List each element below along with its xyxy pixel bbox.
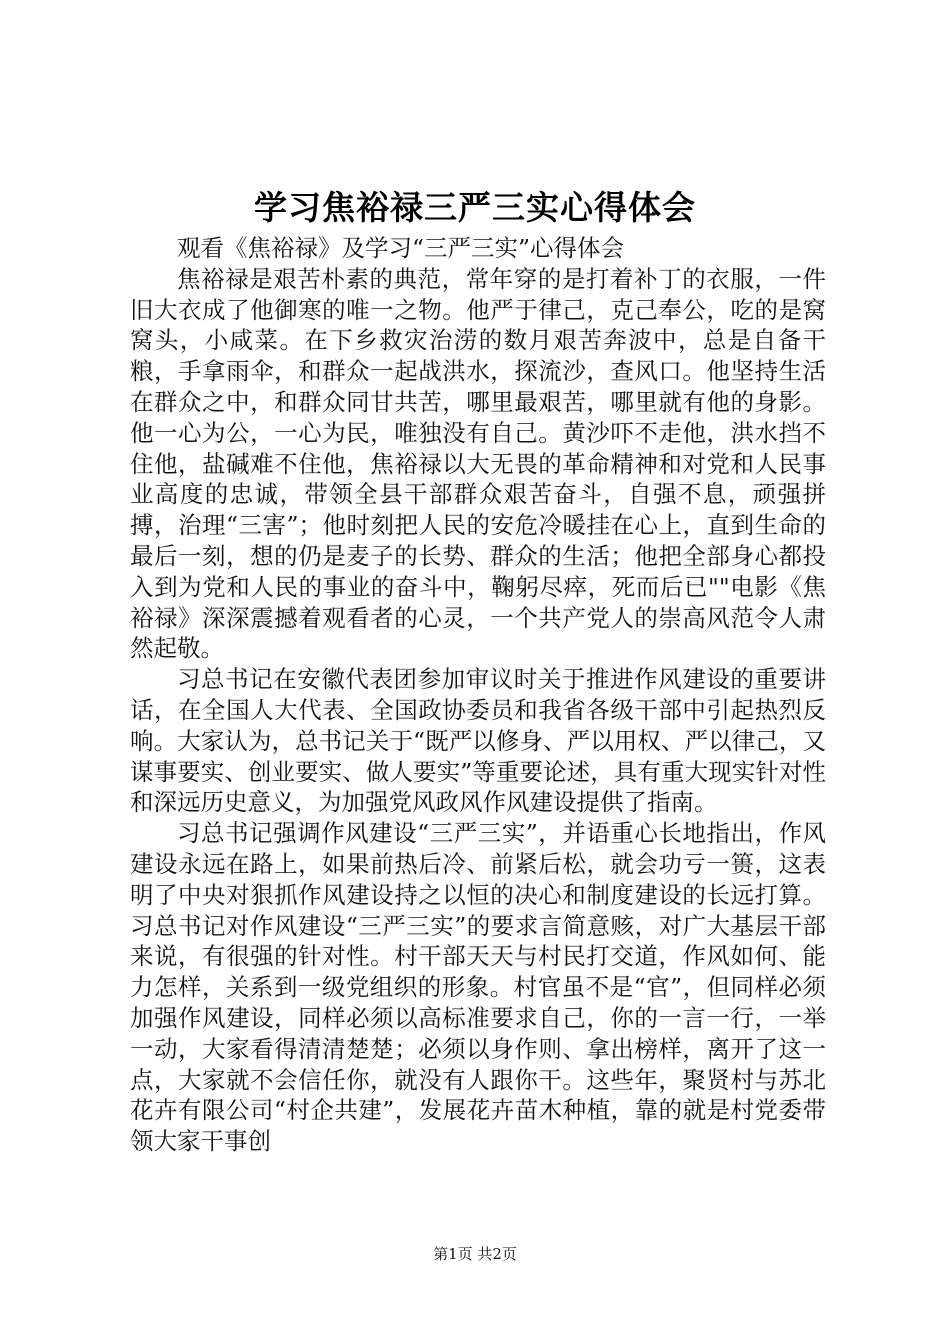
- paragraph: 习总书记强调作风建设“三严三实”，并语重心长地指出，作风建设永远在路上，如果前热后冷、前紧后松，就会功亏一篑，这表明了中央对狠抓作风建设持之以恒的决心和制度建设的长远打算。习总书记对作风建设“三严三实”的要求言简意赅，对广大基层干部来说，有很强的针对性。村干部天天与村民打交道，作风如何、能力怎样，关系到一级党组织的形象。村官虽不是“官”，但同样必须加强作风建设，同样必须以高标准要求自己，你的一言一行，一举一动，大家看得清清楚楚；必须以身作则、拿出榜样，离开了这一点，大家就不会信任你，就没有人跟你干。这些年，聚贤村与苏北花卉有限公司“村企共建”，发展花卉苗木种植，靠的就是村党委带领大家干事创: [130, 819, 826, 1156]
- document-body: [130, 233, 826, 1157]
- paragraph: 习总书记在安徽代表团参加审议时关于推进作风建设的重要讲话，在全国人大代表、全国政协委员和我省各级干部中引起热烈反响。大家认为，总书记关于“既严以修身、严以用权、严以律己，又谋事要实、创业要实、做人要实”等重要论述，具有重大现实针对性和深远历史意义，为加强党风政风作风建设提供了指南。: [130, 665, 826, 817]
- document-title: 学习焦裕禄三严三实心得体会: [254, 188, 696, 227]
- page-footer: 第1页 共2页: [433, 1245, 517, 1263]
- paragraph-subtitle: 观看《焦裕禄》及学习“三严三实”心得体会: [177, 234, 625, 262]
- paragraph: 焦裕禄是艰苦朴素的典范，常年穿的是打着补丁的衣服，一件旧大衣成了他御寒的唯一之物。他严于律己，克己奉公，吃的是窝窝头，小咸菜。在下乡救灾治涝的数月艰苦奔波中，总是自备干粮，手拿雨伞，和群众一起战洪水，探流沙，查风口。他坚持生活在群众之中，和群众同甘共苦，哪里最艰苦，哪里就有他的身影。他一心为公，一心为民，唯独没有自己。黄沙吓不走他，洪水挡不住他，盐碱难不住他，焦裕禄以大无畏的革命精神和对党和人民事业高度的忠诚，带领全县干部群众艰苦奋斗，自强不息，顽强拼搏，治理“三害”；他时刻把人民的安危冷暖挂在心上，直到生命的最后一刻，想的仍是麦子的长势、群众的生活；他把全部身心都投入到为党和人民的事业的奋斗中，鞠躬尽瘁，死而后已""电影《焦裕禄》深深震撼着观看者的心灵，一个共产党人的崇高风范令人肃然起敬。: [130, 264, 826, 663]
